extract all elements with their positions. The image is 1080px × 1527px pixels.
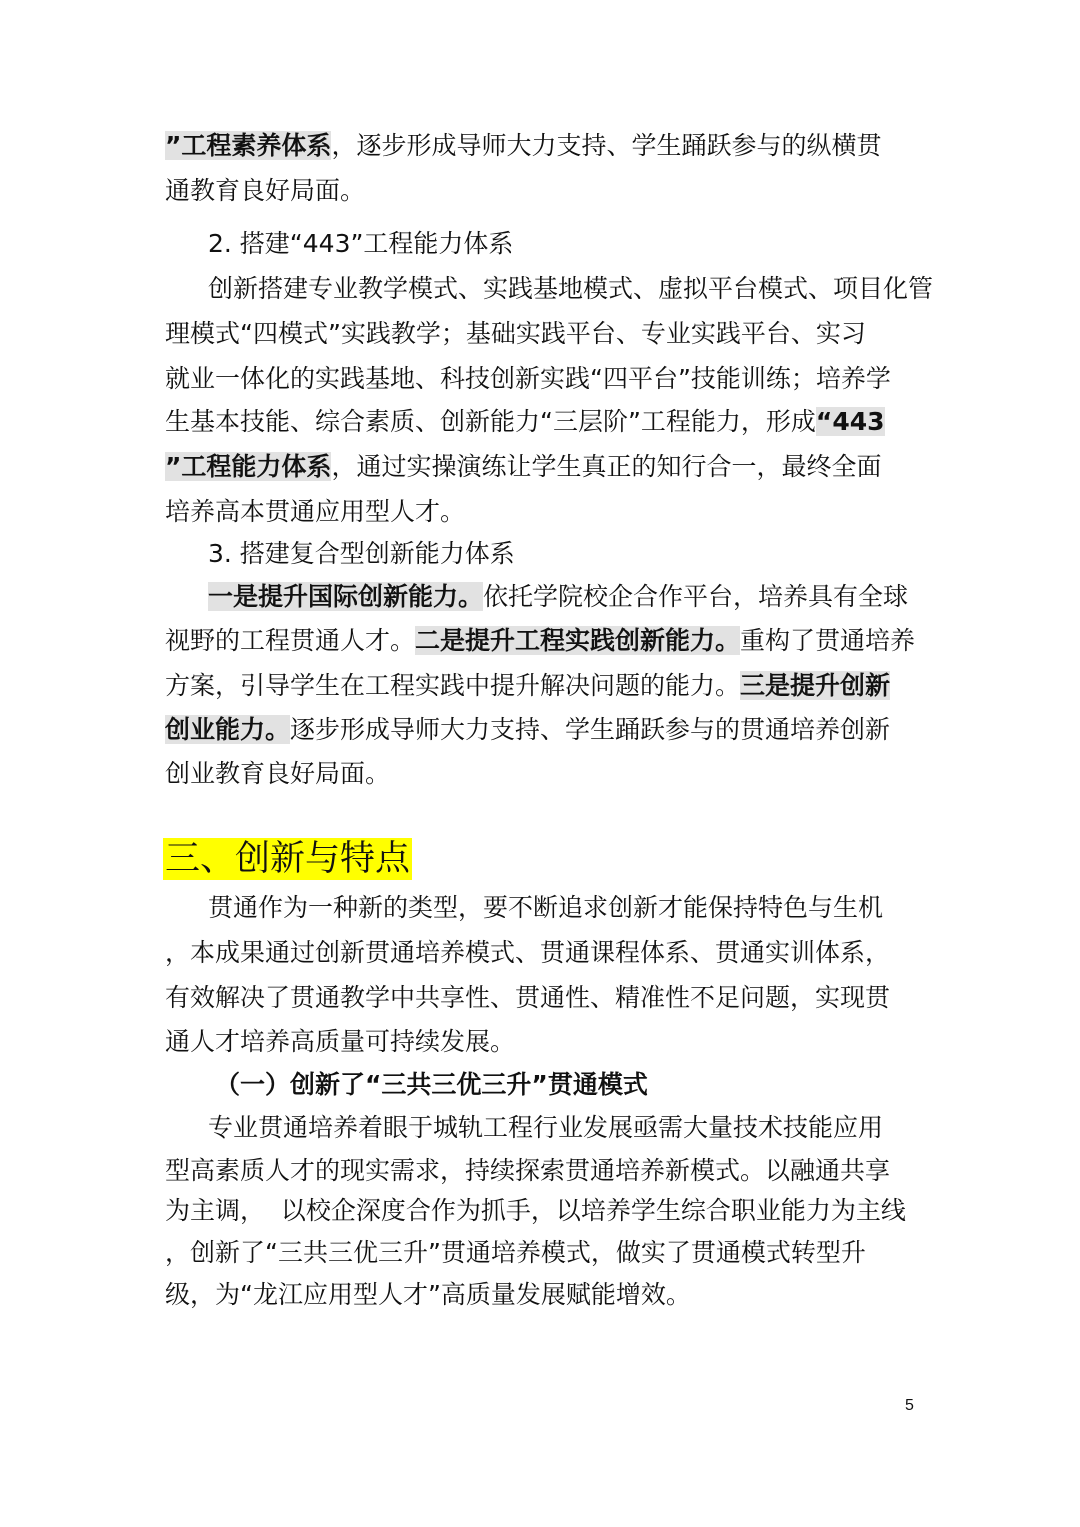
bold-highlight: ”工程能力体系 bbox=[165, 452, 332, 481]
bold-highlight: “443 bbox=[815, 407, 885, 436]
text-line: ”工程素养体系，逐步形成导师大力支持、学生踊跃参与的纵横贯 bbox=[165, 131, 882, 160]
text-line: 创业能力。逐步形成导师大力支持、学生踊跃参与的贯通培养创新 bbox=[165, 715, 891, 744]
text-line: 有效解决了贯通教学中共享性、贯通性、精准性不足问题，实现贯 bbox=[165, 983, 891, 1012]
text-line: 创新搭建专业教学模式、实践基地模式、虚拟平台模式、项目化管 bbox=[208, 274, 934, 303]
bold-highlight: 创业能力。 bbox=[165, 715, 291, 744]
text-line: ，本成果通过创新贯通培养模式、贯通课程体系、贯通实训体系， bbox=[165, 938, 891, 967]
bold-highlight: ”工程素养体系 bbox=[165, 131, 332, 160]
text-line: 培养高本贯通应用型人才。 bbox=[165, 497, 466, 526]
text-line: 通人才培养高质量可持续发展。 bbox=[165, 1027, 516, 1056]
subsection-title: 2. 搭建“443”工程能力体系 bbox=[208, 229, 514, 258]
bold-highlight: 一是提升国际创新能力。 bbox=[208, 582, 484, 611]
text-line: 一是提升国际创新能力。依托学院校企合作平台，培养具有全球 bbox=[208, 582, 909, 611]
text-line: 视野的工程贯通人才。二是提升工程实践创新能力。重构了贯通培养 bbox=[165, 626, 916, 655]
text-line: 生基本技能、综合素质、创新能力“三层阶”工程能力，形成“443 bbox=[165, 407, 885, 436]
text-line: 就业一体化的实践基地、科技创新实践“四平台”技能训练；培养学 bbox=[165, 364, 891, 393]
page-number: 5 bbox=[905, 1397, 914, 1414]
text-line: 贯通作为一种新的类型，要不断追求创新才能保持特色与生机 bbox=[208, 893, 884, 922]
bold-highlight: 三是提升创新 bbox=[740, 671, 891, 700]
text-line: ”工程能力体系，通过实操演练让学生真正的知行合一，最终全面 bbox=[165, 452, 882, 481]
section-heading: 三、创新与特点 bbox=[165, 839, 411, 879]
text-line: 通教育良好局面。 bbox=[165, 176, 366, 205]
bold-highlight: 二是提升工程实践创新能力。 bbox=[415, 626, 741, 655]
subsection-title: 3. 搭建复合型创新能力体系 bbox=[208, 539, 515, 568]
text-line: 型高素质人才的现实需求，持续探索贯通培养新模式。以融通共享 bbox=[165, 1156, 891, 1185]
text-line: 级，为“龙江应用型人才”高质量发展赋能增效。 bbox=[165, 1280, 691, 1309]
text-line: ，创新了“三共三优三升”贯通培养模式，做实了贯通模式转型升 bbox=[165, 1238, 866, 1267]
text-line: 创业教育良好局面。 bbox=[165, 759, 391, 788]
subsection-title: （一）创新了“三共三优三升”贯通模式 bbox=[215, 1070, 648, 1099]
text-line: 理模式“四模式”实践教学；基础实践平台、专业实践平台、实习 bbox=[165, 319, 866, 348]
text-line: 专业贯通培养着眼于城轨工程行业发展亟需大量技术技能应用 bbox=[208, 1113, 884, 1142]
text-line: 方案，引导学生在工程实践中提升解决问题的能力。三是提升创新 bbox=[165, 671, 891, 700]
text-line: 为主调， 以校企深度合作为抓手，以培养学生综合职业能力为主线 bbox=[165, 1196, 906, 1225]
